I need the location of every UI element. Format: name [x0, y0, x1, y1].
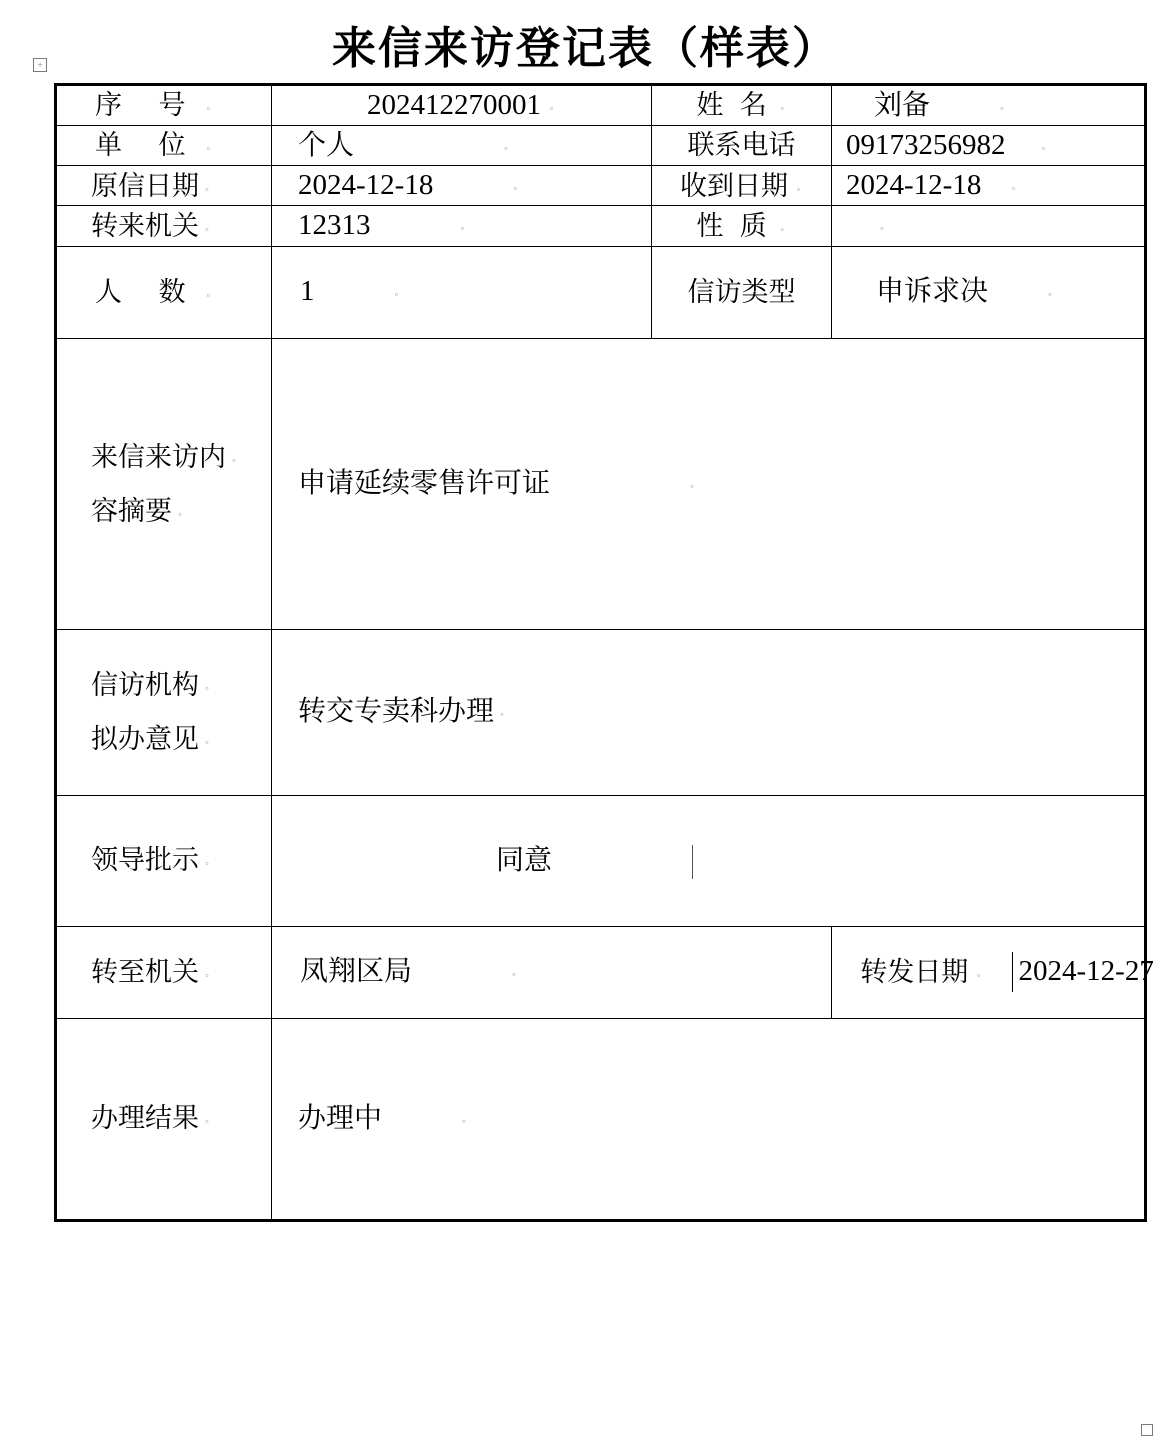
cell-value-nature: [832, 206, 1146, 246]
cell-value-letter-date: [272, 166, 652, 206]
value-result: 办理中: [298, 1102, 383, 1134]
table-row: [56, 629, 1146, 795]
comment-marker-icon: [205, 732, 214, 743]
label-unit: 单 位: [95, 130, 201, 161]
cell-value-result: [272, 1018, 1146, 1220]
label-phone: 联系电话: [687, 130, 796, 161]
label-petition-type: 信访类型: [687, 276, 796, 307]
page-corner-mark-top-left: +: [33, 58, 47, 72]
cell-value-transfer-org: [272, 206, 652, 246]
comment-marker-icon: [205, 223, 214, 234]
value-name: 刘备: [874, 89, 931, 121]
table-row: [56, 166, 1146, 206]
cell-value-receive-date: [832, 166, 1146, 206]
label-office-opinion-line1: 信访机构: [91, 670, 199, 701]
comment-marker-icon: [205, 857, 214, 868]
cell-label-office-opinion: [56, 629, 272, 795]
value-receive-date: 2024-12-18: [846, 169, 982, 202]
value-leader-instruction: 同意: [496, 844, 553, 876]
label-office-opinion-line2: 拟办意见: [91, 724, 199, 755]
comment-marker-icon: [547, 102, 556, 113]
cell-label-people-count: [56, 246, 272, 338]
cell-value-content-summary: [272, 338, 1146, 629]
label-letter-date: 原信日期: [91, 170, 199, 201]
comment-marker-icon: [512, 968, 521, 979]
table-row: [56, 926, 1146, 1018]
table-row: [56, 126, 1146, 166]
table-row: [56, 795, 1146, 926]
cell-label-phone: [652, 126, 832, 166]
comment-marker-icon: [880, 222, 889, 233]
comment-marker-icon: [461, 222, 470, 233]
comment-marker-icon: [778, 102, 787, 113]
label-transfer-org: 转来机关: [91, 210, 199, 241]
cell-forward-date-group: [832, 926, 1154, 1018]
cell-value-phone: [832, 126, 1146, 166]
comment-marker-icon: [500, 708, 509, 719]
comment-marker-icon: [794, 183, 803, 194]
comment-marker-icon: [504, 142, 513, 153]
cell-label-serial: [56, 85, 272, 126]
comment-marker-icon: [205, 678, 214, 689]
cell-label-leader-instruction: [56, 795, 272, 926]
comment-marker-icon: [462, 1115, 471, 1126]
comment-marker-icon: [232, 450, 241, 461]
value-serial: 202412270001: [367, 89, 541, 121]
value-office-opinion: 转交专卖科办理: [298, 696, 495, 728]
comment-marker-icon: [205, 969, 214, 980]
cell-label-nature: [652, 206, 832, 246]
value-phone: 09173256982: [846, 129, 1006, 162]
comment-marker-icon: [513, 182, 522, 193]
cell-value-serial: [272, 85, 652, 126]
label-content-summary-line1: 来信来访内: [91, 441, 226, 472]
value-transfer-org: 12313: [298, 209, 371, 242]
comment-marker-icon: [974, 969, 983, 980]
table-row: [56, 338, 1146, 629]
cell-value-people-count: [272, 246, 652, 338]
cell-value-leader-instruction: [272, 795, 1146, 926]
value-forward-date: 2024-12-27: [1018, 955, 1154, 988]
cell-value-name: [832, 85, 1146, 126]
table-row: [56, 85, 1146, 126]
table-row: [56, 246, 1146, 338]
label-forward-date: 转发日期: [860, 956, 969, 987]
value-petition-type: 申诉求决: [876, 276, 989, 308]
value-content-summary: 申请延续零售许可证: [298, 467, 551, 499]
cell-label-petition-type: [652, 246, 832, 338]
label-serial: 序 号: [95, 90, 201, 121]
value-unit: 个人: [298, 129, 355, 161]
comment-marker-icon: [1000, 102, 1009, 113]
label-forward-org: 转至机关: [91, 956, 199, 987]
comment-marker-icon: [1042, 142, 1051, 153]
label-receive-date: 收到日期: [680, 170, 788, 201]
comment-marker-icon: [206, 289, 215, 300]
label-leader-instruction: 领导批示: [91, 845, 199, 876]
registration-table: [54, 83, 1154, 1222]
comment-marker-icon: [178, 504, 187, 515]
comment-marker-icon: [206, 102, 215, 113]
cell-value-office-opinion: [272, 629, 1146, 795]
value-forward-org: 凤翔区局: [300, 956, 413, 988]
cell-label-transfer-org: [56, 206, 272, 246]
cell-value-forward-date: [1012, 952, 1154, 991]
cell-label-name: [652, 85, 832, 126]
cell-value-forward-org: [272, 926, 832, 1018]
page-title: 来信来访登记表（样表）: [332, 23, 838, 74]
text-cursor: [692, 845, 693, 879]
value-people-count: 1: [300, 275, 315, 308]
comment-marker-icon: [778, 223, 787, 234]
label-nature: 性 质: [696, 210, 772, 241]
label-content-summary-line2: 容摘要: [91, 495, 172, 526]
cell-label-result: [56, 1018, 272, 1220]
value-letter-date: 2024-12-18: [298, 169, 434, 202]
comment-marker-icon: [206, 142, 215, 153]
cell-label-receive-date: [652, 166, 832, 206]
label-result: 办理结果: [91, 1103, 199, 1134]
comment-marker-icon: [1011, 182, 1020, 193]
comment-marker-icon: [205, 183, 214, 194]
cell-label-unit: [56, 126, 272, 166]
label-name: 姓 名: [696, 90, 772, 121]
comment-marker-icon: [690, 480, 699, 491]
comment-marker-icon: [395, 288, 404, 299]
cell-label-letter-date: [56, 166, 272, 206]
cell-value-petition-type: [832, 246, 1146, 338]
table-row: [56, 1018, 1146, 1220]
table-row: [56, 206, 1146, 246]
label-people-count: 人 数: [95, 276, 201, 307]
comment-marker-icon: [1048, 288, 1057, 299]
cell-label-content-summary: [56, 338, 272, 629]
cell-label-forward-org: [56, 926, 272, 1018]
cell-label-forward-date: [832, 952, 1012, 991]
comment-marker-icon: [205, 1115, 214, 1126]
cell-value-unit: [272, 126, 652, 166]
page-corner-mark-bottom-right: [1141, 1424, 1155, 1438]
